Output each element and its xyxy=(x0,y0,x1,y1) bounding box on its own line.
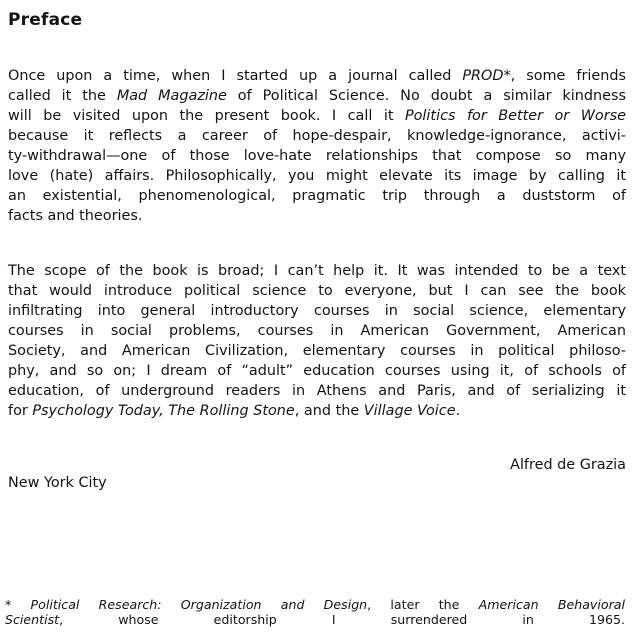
italic-title: Psychology Today, The Rolling Stone xyxy=(32,403,295,419)
italic-title: Politics for Better or Worse xyxy=(404,108,626,124)
text-line: * Political Research: Organization and Design, later the American Behavioral xyxy=(5,597,625,612)
signature: Alfred de Grazia xyxy=(510,457,626,473)
text-line: Society, and American Civilization, elementary courses in political philoso- xyxy=(8,343,626,359)
text-line: phy, and so on; I dream of “adult” education courses using it, of schools of xyxy=(8,363,626,379)
text-line: that would introduce political science to everyone, but I can see the book xyxy=(8,283,626,299)
page-title: Preface xyxy=(8,10,83,30)
text-line: education, of underground readers in Athens and Paris, and of serializing it xyxy=(8,383,626,399)
text-line: love (hate) affairs. Philosophically, you might elevate its image by calling it xyxy=(8,168,626,184)
italic-title: PROD* xyxy=(462,68,511,84)
text-line: for Psychology Today, The Rolling Stone, and the Village Voice. xyxy=(8,403,461,419)
italic-title: American Behavioral xyxy=(478,597,625,612)
italic-title: Mad Magazine xyxy=(116,88,227,104)
text-line: Once upon a time, when I started up a journal called PROD*, some friends xyxy=(8,68,626,84)
text-line: facts and theories. xyxy=(8,208,143,224)
italic-title: Village Voice xyxy=(363,403,456,419)
text-line: infiltrating into general introductory courses in social science, elementary xyxy=(8,303,626,319)
text-line: courses in social problems, courses in American Government, American xyxy=(8,323,626,339)
text-line: ty-withdrawal—one of those love-hate relationships that compose so many xyxy=(8,148,626,164)
text-line: an existential, phenomenological, pragmatic trip through a duststorm of xyxy=(8,188,626,204)
place: New York City xyxy=(8,475,107,491)
text-line: will be visited upon the present book. I call it Politics for Better or Worse xyxy=(8,108,626,124)
italic-title: Scientist xyxy=(5,612,60,627)
text-line: The scope of the book is broad; I can’t help it. It was intended to be a text xyxy=(8,263,626,279)
text-line: called it the Mad Magazine of Political Science. No doubt a similar kindness xyxy=(8,88,626,104)
text-line: because it reflects a career of hope-despair, knowledge-ignorance, activi- xyxy=(8,128,626,144)
text-line: Scientist, whose editorship I surrendered in 1965. xyxy=(5,612,625,627)
italic-title: Political Research: Organization and Design xyxy=(30,597,368,612)
